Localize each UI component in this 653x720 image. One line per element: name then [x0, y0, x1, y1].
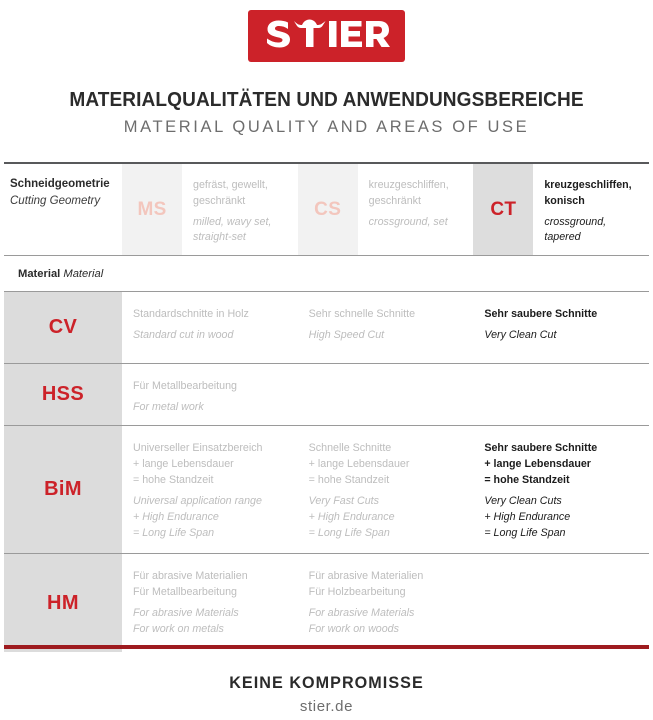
geometry-desc-ms-de: gefräst, gewellt, geschränkt	[193, 179, 268, 207]
geometry-desc-cs-de: kreuzgeschliffen, geschränkt	[368, 179, 449, 207]
cutting-geometry-label	[4, 164, 122, 255]
cell-hm-ms-de: Für abrasive Materialien Für Metallbearbeitung	[133, 570, 248, 599]
cell-cv-ct-en: Very Clean Cut	[484, 329, 557, 342]
cell-bim-ms-de: Universeller Einsatzbereich + lange Lebensdauer = hohe Standzeit	[133, 442, 263, 487]
geometry-badge-ct[interactable]: CT	[473, 164, 533, 255]
material-badge-cv[interactable]: CV	[4, 292, 122, 363]
cell-hss-ct	[473, 364, 649, 425]
cell-cv-ms-de: Standardschnitte in Holz	[133, 308, 249, 320]
geometry-desc-cs-en: crossground, set	[368, 215, 448, 228]
cell-hss-cs	[298, 364, 474, 425]
cutting-geometry-label-en: Cutting Geometry	[10, 194, 101, 207]
cell-cv-ct-de: Sehr saubere Schnitte	[484, 308, 598, 320]
cell-cv-ms	[122, 292, 298, 363]
logo-container	[0, 10, 653, 62]
cell-hm-ct	[473, 554, 649, 652]
cell-hm-cs-en: For abrasive Materials For work on woods	[308, 607, 415, 636]
cell-hm-cs-de: Für abrasive Materialien Für Holzbearbeitung	[308, 570, 424, 599]
cell-bim-ms	[122, 426, 298, 553]
cell-hss-ms-en: For metal work	[133, 401, 204, 414]
cell-bim-cs-en: Very Fast Cuts + High Endurance = Long Life Span	[308, 495, 395, 540]
footer-url[interactable]: stier.de	[299, 698, 354, 715]
page-title-de: MATERIALQUALITÄTEN UND ANWENDUNGSBEREICHE	[69, 88, 584, 111]
geometry-badge-cs[interactable]: CS	[298, 164, 358, 255]
table-bottom-rule	[4, 645, 649, 649]
cell-hm-ms	[122, 554, 298, 652]
table-row	[4, 426, 649, 554]
geometry-desc-ms	[182, 164, 298, 255]
material-badge-hss[interactable]: HSS	[4, 364, 122, 425]
table-row	[4, 292, 649, 364]
geometry-desc-ct-de: kreuzgeschliffen, konisch	[544, 179, 632, 207]
cell-hm-cs	[298, 554, 474, 652]
footer-slogan: KEINE KOMPROMISSE	[229, 673, 424, 692]
cell-cv-cs-en: High Speed Cut	[308, 329, 385, 342]
geometry-badge-ms[interactable]: MS	[122, 164, 182, 255]
material-badge-hm[interactable]: HM	[4, 554, 122, 652]
cell-bim-ct	[473, 426, 649, 553]
stier-logo	[248, 10, 405, 62]
geometry-desc-cs	[358, 164, 474, 255]
geometry-desc-ct	[533, 164, 649, 255]
cell-bim-cs-de: Schnelle Schnitte + lange Lebensdauer = hohe Standzeit	[308, 442, 410, 487]
geometry-desc-ct-en: crossground, tapered	[544, 215, 607, 244]
table-header-row	[4, 164, 649, 256]
cell-hss-ms-de: Für Metallbearbeitung	[133, 380, 237, 392]
cutting-geometry-label-de: Schneidgeometrie	[10, 178, 110, 190]
cell-cv-cs-de: Sehr schnelle Schnitte	[308, 308, 416, 320]
material-strip-row	[4, 256, 649, 292]
cell-cv-ct	[473, 292, 649, 363]
material-quality-table	[4, 162, 649, 652]
cell-hss-ms	[122, 364, 298, 425]
material-strip-text	[4, 268, 103, 280]
material-strip-en: Material	[63, 267, 104, 280]
cell-cv-ms-en: Standard cut in wood	[133, 329, 234, 342]
cell-bim-ct-en: Very Clean Cuts + High Endurance = Long Life Span	[484, 495, 571, 540]
table-row	[4, 364, 649, 426]
cell-cv-cs	[298, 292, 474, 363]
cell-bim-cs	[298, 426, 474, 553]
page-title-en: MATERIAL QUALITY AND AREAS OF USE	[123, 118, 530, 136]
cell-bim-ct-de: Sehr saubere Schnitte + lange Lebensdauer = hohe Standzeit	[484, 442, 598, 487]
cell-hm-ms-en: For abrasive Materials For work on metals	[133, 607, 239, 636]
stier-wordmark-icon	[262, 18, 392, 54]
table-row	[4, 554, 649, 652]
geometry-desc-ms-en: milled, wavy set, straight-set	[193, 215, 272, 244]
cell-bim-ms-en: Universal application range + High Endurance = Long Life Span	[133, 495, 262, 540]
material-badge-bim[interactable]: BiM	[4, 426, 122, 553]
material-strip-de: Material	[18, 267, 61, 280]
